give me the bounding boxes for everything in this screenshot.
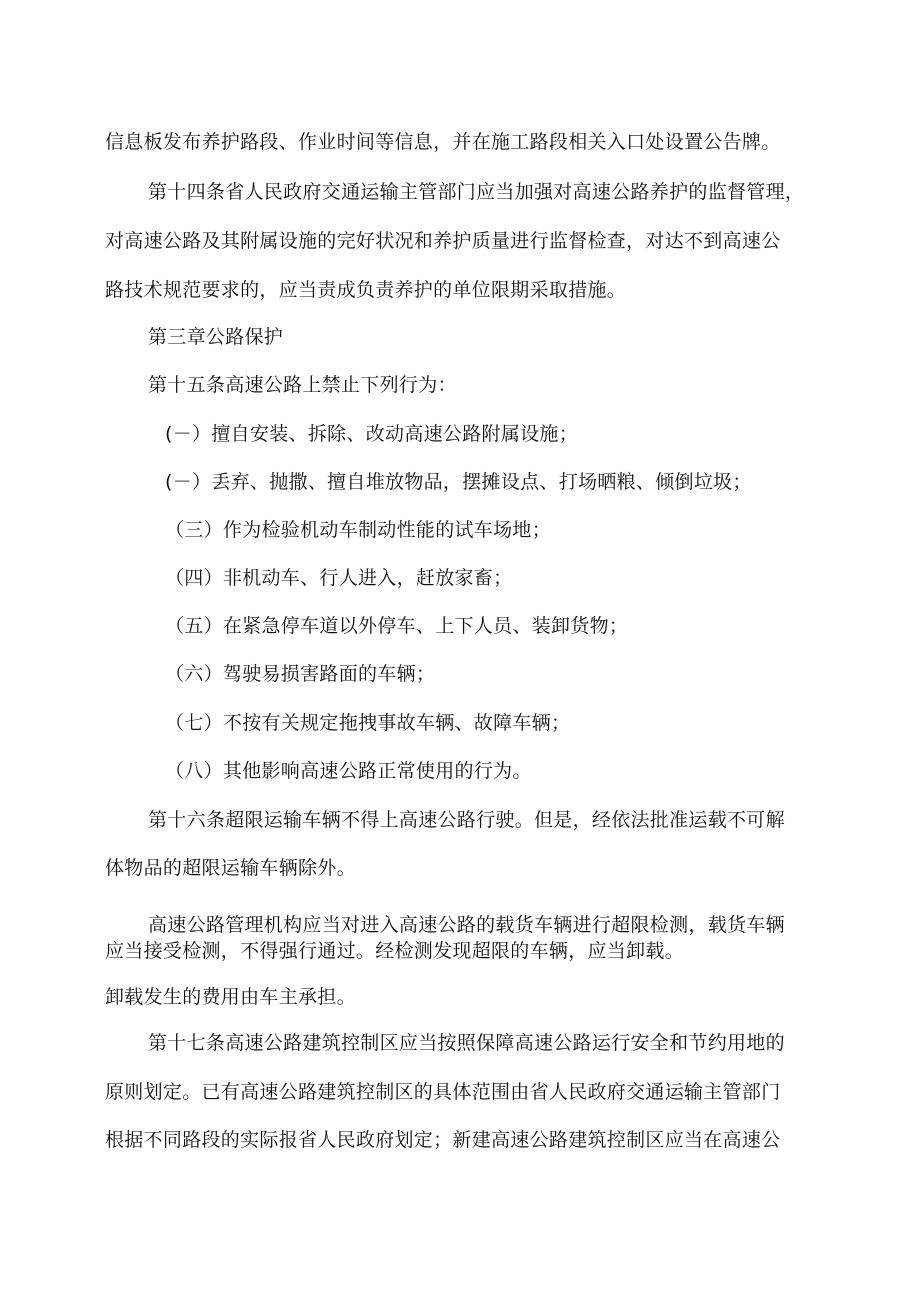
paragraph-line: 路技术规范要求的，应当责成负责养护的单位限期采取措施。	[105, 279, 627, 301]
paragraph-line: 信息板发布养护路段、作业时间等信息，并在施工路段相关入口处设置公告牌。	[105, 131, 781, 153]
list-item: （八）其他影响高速公路正常使用的行为。	[165, 760, 532, 782]
list-item: (－）擅自安装、拆除、改动高速公路附属设施；	[165, 423, 579, 445]
paragraph-line: 高速公路管理机构应当对进入高速公路的载货车辆进行超限检测，载货车辆	[148, 914, 785, 936]
list-item: (－）丢弃、抛撒、擅自堆放物品，摆摊设点、打场晒粮、倾倒垃圾；	[165, 471, 752, 493]
paragraph-line: 应当接受检测，不得强行通过。经检测发现超限的车辆，应当卸载。	[105, 940, 685, 962]
article-14-line: 第十四条省人民政府交通运输主管部门应当加强对高速公路养护的监督管理，	[148, 181, 805, 203]
paragraph-line: 对高速公路及其附属设施的完好状况和养护质量进行监督检查，对达不到高速公	[105, 230, 781, 252]
paragraph-line: 根据不同路段的实际报省人民政府划定；新建高速公路建筑控制区应当在高速公	[105, 1129, 781, 1151]
list-item: （五）在紧急停车道以外停车、上下人员、装卸货物；	[165, 615, 629, 637]
chapter-heading: 第三章公路保护	[148, 326, 284, 348]
paragraph-line: 原则划定。已有高速公路建筑控制区的具体范围由省人民政府交通运输主管部门	[105, 1081, 781, 1103]
article-17-line: 第十七条高速公路建筑控制区应当按照保障高速公路运行安全和节约用地的	[148, 1032, 785, 1054]
article-16-line: 第十六条超限运输车辆不得上高速公路行驶。但是，经依法批准运载不可解	[148, 809, 785, 831]
list-item: （六）驾驶易损害路面的车辆；	[165, 663, 436, 685]
list-item: （四）非机动车、行人进入，赶放家畜；	[165, 567, 513, 589]
list-item: （三）作为检验机动车制动性能的试车场地；	[165, 519, 552, 541]
paragraph-line: 卸载发生的费用由车主承担。	[105, 986, 356, 1008]
article-15-line: 第十五条高速公路上禁止下列行为：	[148, 374, 457, 396]
list-item: （七）不按有关规定拖拽事故车辆、故障车辆；	[165, 712, 571, 734]
paragraph-line: 体物品的超限运输车辆除外。	[105, 857, 356, 879]
